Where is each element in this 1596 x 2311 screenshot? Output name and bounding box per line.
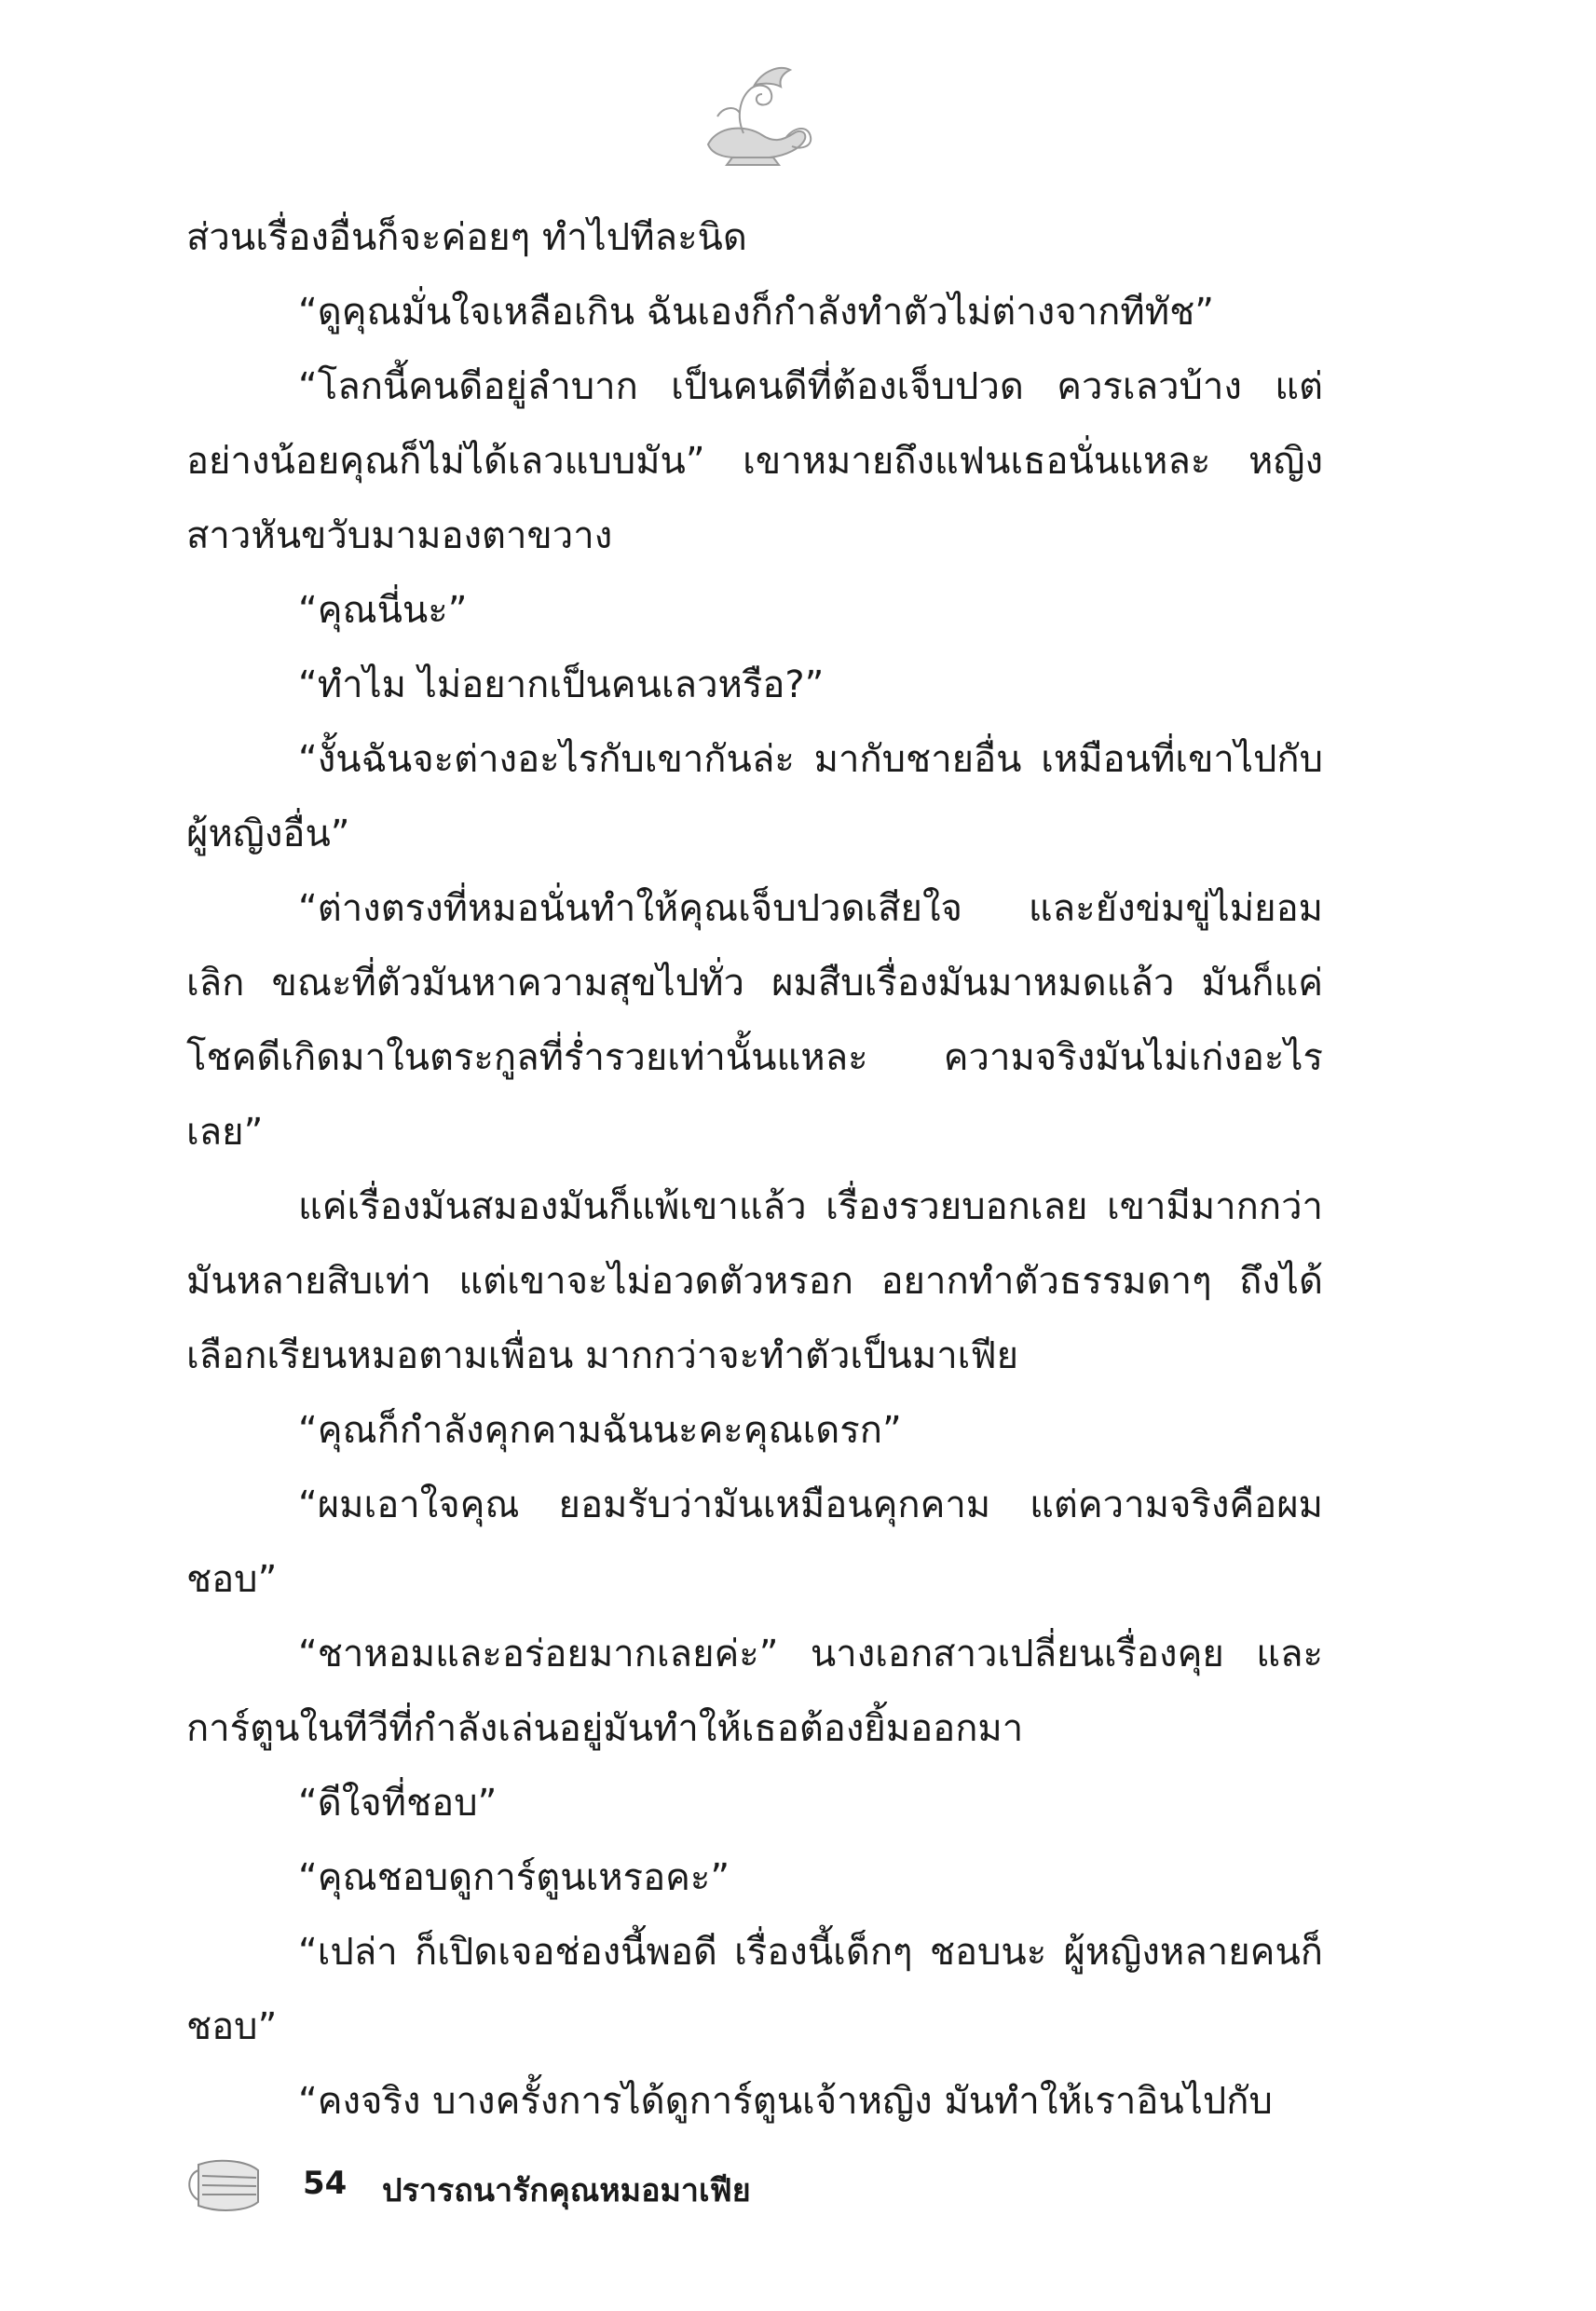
paragraph: “เปล่า ก็เปิดเจอช่องนี้พอดี เรื่องนี้เด็กๆ ชอบนะ ผู้หญิงหลายคนก็ชอบ”	[186, 1931, 1323, 2048]
paragraph: “ต่างตรงที่หมอนั่นทำให้คุณเจ็บปวดเสียใจ และยังข่มขู่ไม่ยอมเลิก ขณะที่ตัวมันหาความสุขไปทั่ว ผมสืบเรื่องมันมาหมดแล้ว มันก็แค่โชคดีเกิดมาในตระกูลที่ร่ำรวยเท่านั้นแหละ ความจริงมันไม่เก่งอะไรเลย”	[186, 887, 1323, 1154]
paragraph: “โลกนี้คนดีอยู่ลำบาก เป็นคนดีที่ต้องเจ็บปวด ควรเลวบ้าง แต่อย่างน้อยคุณก็ไม่ได้เลวแบบมัน” เขาหมายถึงแฟนเธอนั่นแหละ หญิงสาวหันขวับมามองตาขวาง	[186, 365, 1323, 557]
paragraph: “ทำไม ไม่อยากเป็นคนเลวหรือ?”	[298, 663, 825, 706]
paragraph: “ผมเอาใจคุณ ยอมรับว่ามันเหมือนคุกคาม แต่ความจริงคือผมชอบ”	[186, 1484, 1323, 1601]
paragraph: “งั้นฉันจะต่างอะไรกับเขากันล่ะ มากับชายอื่น เหมือนที่เขาไปกับผู้หญิงอื่น”	[186, 738, 1323, 855]
page-footer	[182, 2148, 1020, 2222]
body-text	[186, 200, 1323, 2139]
paragraph: แค่เรื่องมันสมองมันก็แพ้เขาแล้ว เรื่องรวยบอกเลย เขามีมากกว่ามันหลายสิบเท่า แต่เขาจะไม่อวดตัวหรอก อยากทำตัวธรรมดาๆ ถึงได้เลือกเรียนหมอตามเพื่อน มากกว่าจะทำตัวเป็นมาเฟีย	[186, 1185, 1323, 1377]
book-title: ปรารถนารักคุณหมอมาเฟีย	[382, 2172, 751, 2209]
paragraph: “คุณก็กำลังคุกคามฉันนะคะคุณเดรก”	[298, 1409, 902, 1452]
paragraph: “ดูคุณมั่นใจเหลือเกิน ฉันเองก็กำลังทำตัวไม่ต่างจากทีทัช”	[298, 291, 1214, 334]
face-mask-icon	[182, 2148, 266, 2222]
genie-lamp-icon	[689, 51, 820, 182]
paragraph: “คุณชอบดูการ์ตูนเหรอคะ”	[298, 1856, 730, 1899]
paragraph: “คงจริง บางครั้งการได้ดูการ์ตูนเจ้าหญิง มันทำให้เราอินไปกับ	[298, 2080, 1273, 2123]
paragraph: ส่วนเรื่องอื่นก็จะค่อยๆ ทำไปทีละนิด	[186, 216, 747, 259]
page-number: 54	[303, 2165, 348, 2202]
paragraph: “ชาหอมและอร่อยมากเลยค่ะ” นางเอกสาวเปลี่ยนเรื่องคุย และการ์ตูนในทีวีที่กำลังเล่นอยู่มันทำให้เธอต้องยิ้มออกมา	[186, 1633, 1323, 1750]
paragraph: “ดีใจที่ชอบ”	[298, 1782, 498, 1825]
paragraph: “คุณนี่นะ”	[298, 589, 468, 632]
